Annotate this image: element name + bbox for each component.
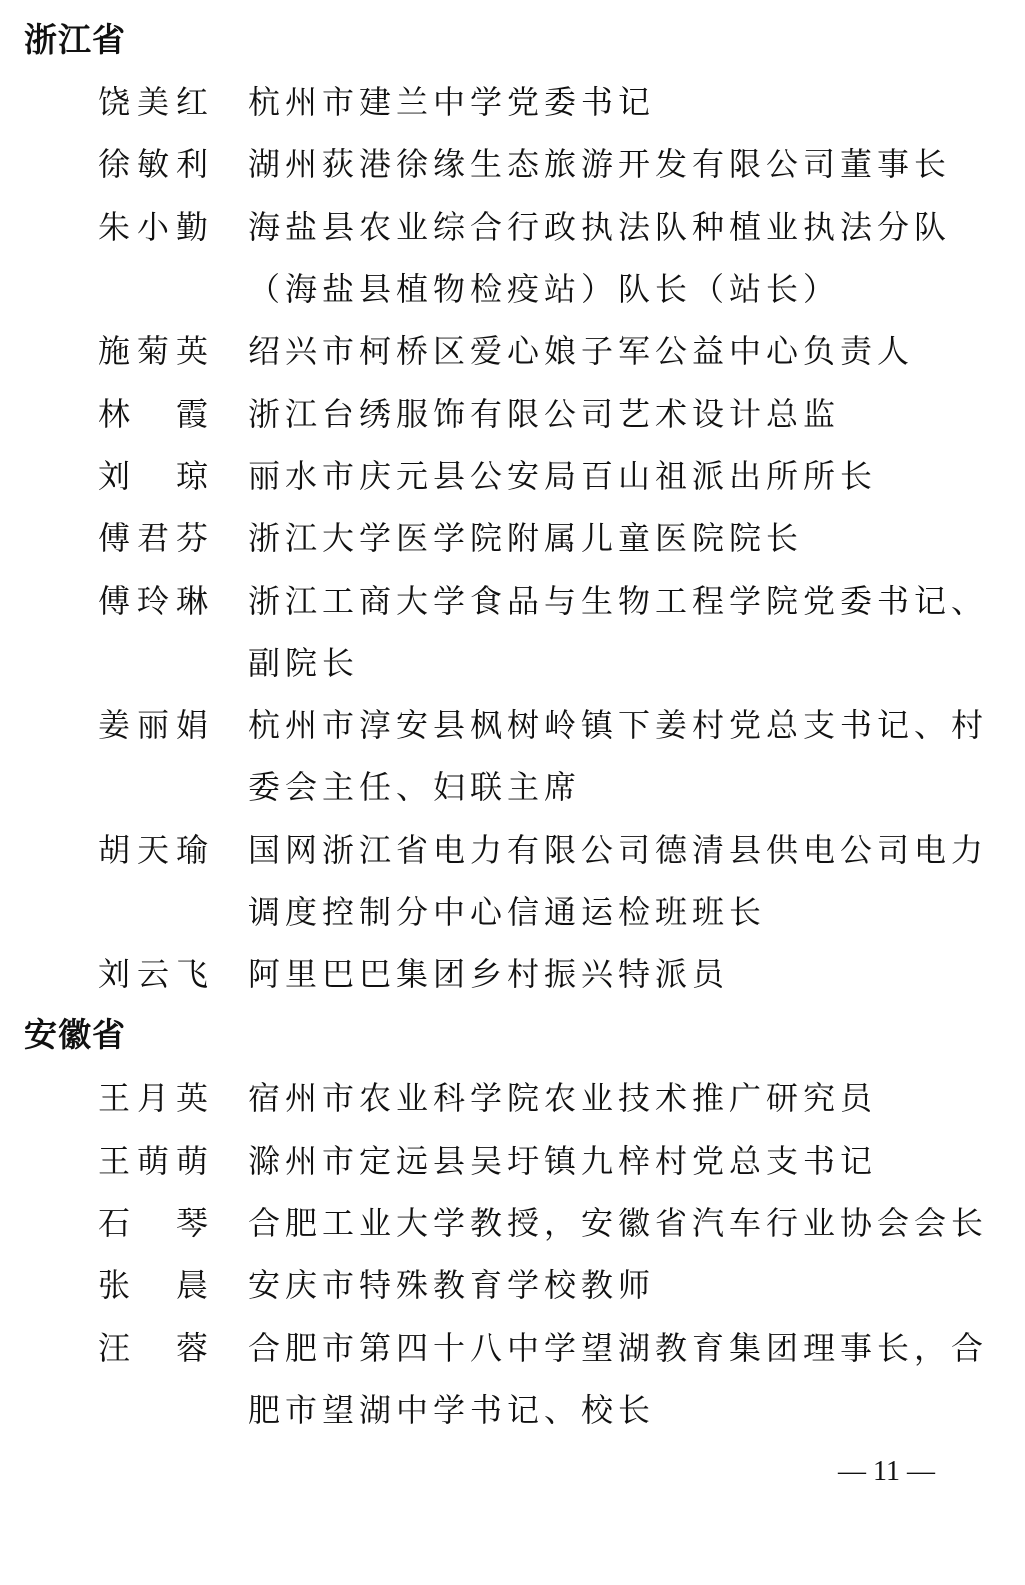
person-title: 国网浙江省电力有限公司德清县供电公司电力调度控制分中心信通运检班班长: [248, 831, 989, 931]
person-title: 丽水市庆元县公安局百山祖派出所所长: [248, 457, 878, 495]
person-name: 刘 琼: [98, 457, 208, 495]
person-name: 徐 敏 利: [98, 145, 208, 183]
person-name: 石 琴: [98, 1204, 208, 1242]
person-title: 杭州市建兰中学党委书记: [248, 83, 656, 121]
person-name: 汪 蓉: [98, 1329, 208, 1367]
province-heading-zhejiang: 浙江省: [24, 20, 126, 59]
person-name: 刘 云 飞: [98, 955, 208, 993]
person-name: 王 月 英: [98, 1079, 208, 1117]
person-name: 胡 天 瑜: [98, 831, 208, 869]
person-name: 傅 君 芬: [98, 519, 208, 557]
person-title: 浙江大学医学院附属儿童医院院长: [248, 519, 804, 557]
person-title: 杭州市淳安县枫树岭镇下姜村党总支书记、村委会主任、妇联主席: [248, 706, 989, 806]
person-name: 朱 小 勤: [98, 208, 208, 246]
person-title: 合肥工业大学教授，安徽省汽车行业协会会长: [248, 1204, 989, 1242]
person-name: 姜 丽 娟: [98, 706, 208, 744]
person-title: 浙江台绣服饰有限公司艺术设计总监: [248, 395, 841, 433]
person-title: 安庆市特殊教育学校教师: [248, 1266, 656, 1304]
person-name: 王 萌 萌: [98, 1142, 208, 1180]
person-name: 傅 玲 琳: [98, 582, 208, 620]
person-name: 施 菊 英: [98, 332, 208, 370]
person-title: 滁州市定远县吴圩镇九梓村党总支书记: [248, 1142, 878, 1180]
person-title: 合肥市第四十八中学望湖教育集团理事长，合肥市望湖中学书记、校长: [248, 1329, 989, 1429]
person-title: 宿州市农业科学院农业技术推广研究员: [248, 1079, 878, 1117]
person-name: 张 晨: [98, 1266, 208, 1304]
person-title: 湖州荻港徐缘生态旅游开发有限公司董事长: [248, 145, 952, 183]
province-heading-anhui: 安徽省: [24, 1015, 126, 1054]
person-title: 绍兴市柯桥区爱心娘子军公益中心负责人: [248, 332, 915, 370]
person-title: 阿里巴巴集团乡村振兴特派员: [248, 955, 730, 993]
person-title: 海盐县农业综合行政执法队种植业执法分队（海盐县植物检疫站）队长（站长）: [248, 208, 952, 308]
person-name: 林 霞: [98, 395, 208, 433]
person-title: 浙江工商大学食品与生物工程学院党委书记、副院长: [248, 582, 989, 682]
page-number: — 11 —: [838, 1456, 935, 1487]
person-name: 饶 美 红: [98, 83, 208, 121]
